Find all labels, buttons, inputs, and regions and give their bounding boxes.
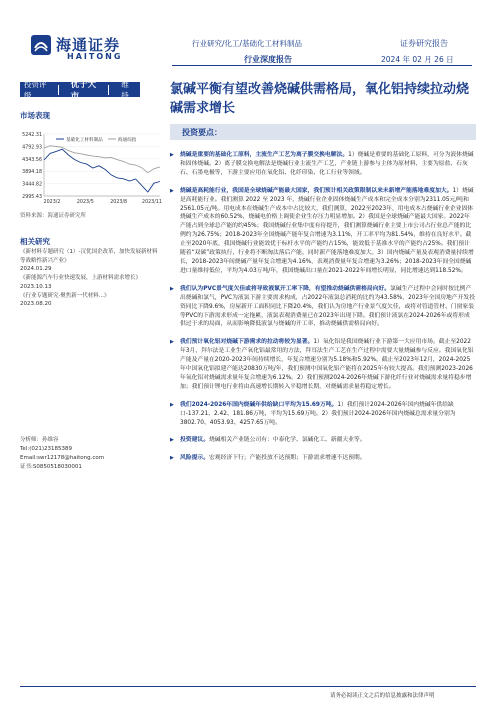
report-header xyxy=(0,0,500,78)
footer-divider xyxy=(20,686,476,687)
key-point-lead: 烧碱是重要的基础化工原料，主流生产工艺为离子膜交换电解法。 xyxy=(180,152,349,158)
y-tick-label: 5242.31 xyxy=(22,133,42,138)
related-item[interactable]: 《新材料专题研究（1）-汉优国企改革，加快发展新材料等战略性新兴产业》 xyxy=(20,249,158,264)
key-point-lead: 我们预计氧化铝对烧碱下游需求的拉动将较为显著。 xyxy=(180,339,314,346)
y-tick-label: 2995.43 xyxy=(22,195,42,200)
rating-action: 维持 xyxy=(121,79,129,100)
key-point xyxy=(170,187,475,276)
key-point xyxy=(170,401,475,428)
analyst-line: Email:swr12178@haitong.com xyxy=(20,454,105,461)
key-point-body: 1）烧碱是重要的基础化工原料，可分为液体烧碱和固体烧碱。2）离子膜交换电解法是烧碱行业主流生产工艺，产业链上游参与主体为原材料，主要为原盐、石灰石、石墨电极等，下游主要应用在氧化铝、化纤印染、化工行业等领域。 xyxy=(180,152,474,176)
key-point xyxy=(170,454,475,463)
key-point-lead: 风险提示。 xyxy=(180,455,209,462)
related-item-date: 2024.01.29 xyxy=(20,266,52,273)
key-point-body: 1）氧化铝是我国烧碱行业下游第一大应用市场。截止至2022年3月，拜尔法是工业生产氧化铝最常用的方法，拜耳法生产工艺在生产过程中需要大量烧碱参与反应。我国氧化铝产能及产量在2020-2023年间持续增长，年复合增速分别为5.18%和5.92%。截止至2023年12月，2024-2025年中国氧化铝拟建产能达20830万吨/年，我们预测中国氧化铝产能将在2025年有较大提高。我们预测2023-2026年氧化铝对烧碱需求量年复合增速为6.12%。2）我们预测2024-2026年烧碱下游化纤行业对烧碱需求量将稳步增加；我们预计锂电行业将由高速增长期转入平稳增长期，对烧碱需求量将稳定增长。 xyxy=(180,339,474,390)
header-divider xyxy=(172,65,472,66)
rating-separator xyxy=(58,85,67,95)
series-line-industry xyxy=(44,149,160,192)
rating-label: 投资评级 xyxy=(24,79,47,100)
x-tick-label: 2023/11 xyxy=(142,200,162,205)
key-point xyxy=(170,436,475,445)
related-item[interactable]: 《行业专题研究·聚焦新一代材料...》 xyxy=(20,292,110,299)
key-points-list xyxy=(170,151,475,472)
x-tick-label: 2023/2 xyxy=(43,200,61,205)
related-item-date: 2023.10.13 xyxy=(20,283,52,290)
rating-value: 优于大市 xyxy=(70,79,97,102)
related-research-list xyxy=(20,248,162,309)
key-point-lead: 烧碱是高耗能行业，我国是全球烧碱产能最大国家，我们预计相关政策限制以来未新增产能落地难度加大。 xyxy=(180,187,453,194)
x-tick-label: 2023/5 xyxy=(76,200,94,205)
key-point-lead: 我们2024-2026年国内烧碱年供给缺口平均为15.69万吨。 xyxy=(180,401,338,408)
related-item[interactable]: 《新能源汽车行业快速发展，上游材料需求增长》 xyxy=(20,275,142,282)
analyst-line: Tel:(021)23185389 xyxy=(20,445,72,452)
key-point-body: 宏观经济下行；产能投放不达预期；下游需求增速不达预期。 xyxy=(209,455,366,462)
key-point-body: 烧碱相关产业链公司有：中泰化学、氯碱化工、新疆天业等。 xyxy=(209,437,366,444)
y-tick-label: 3894.18 xyxy=(22,170,42,176)
key-point xyxy=(170,338,475,391)
key-point xyxy=(170,285,475,330)
market-performance-title: 市场表现 xyxy=(20,111,50,120)
key-point-body: 1）烧碱是高耗能行业。我们测算 2022 至 2023 年，烧碱行业企业固体烧碱生产成本和完全成本分别为2311.05元/吨和2561.05元/吨。用电成本在烧碱生产成本中占比较大，我们测算，2022至2023年，用电成本占烧碱行业企业固体烧碱生产成本的60.52%，烧碱电价格上调使企业生存压力明显增加。2）我国是全球烧碱产能最大国家。2022年产能占到全球总产能的约45%；我国烧碱行业集中度有待提升，我们测算烧碱行业主要上市公司占行业总产能的比例约为26.75%；2018-2023年全国烧碱产能年复合增速为3.11%，开工率平均为81.54%，维持在良好水平。截止至2020年底，我国烧碱行业能效优于标杆水平的产能约占15%，能效低于基准水平的产能约占25%。我们预计随着“双碳”政策执行，行业将不断淘汰落后产能，同时新产能落地难度加大。3）国内烧碱产量及表观消费量持续增长，2018-2023年间烧碱产量年复合增速为4.16%，表观消费量年复合增速为3.26%；2018-2023年间全国烧碱进口量维持低位，平均为4.03万吨/年，我国烧碱出口量在2021-2022年间增长明显，同比增速达到118.52%。 xyxy=(180,187,474,274)
y-tick-label: 4343.56 xyxy=(22,157,42,163)
key-point-lead: 我们认为PVC景气度欠佳或将导致液氯开工率下降，有望推动烧碱供需格局向好。 xyxy=(180,285,391,292)
y-tick-label: 4792.93 xyxy=(22,145,42,151)
key-points-box xyxy=(170,124,476,140)
y-tick-label: 3444.82 xyxy=(22,182,42,188)
brand-name-cn: 海通证券 xyxy=(56,36,121,54)
key-point-body: 氯碱生产过程中会同时按比例产出烧碱和氯气，PVC为液氯下游主要需求构成，占2022年液氯总消耗的比约为43.58%，2023年全国房地产开发投资同比下降9.6%，房屋新开工面积同比下降20.4%，我们认为房地产行业景气度欠佳，或将对管道管材、门窗家装等PVC的下游需求形成一定拖累，液氯表观消费量已在2023年出现下降。我们预计液氯在2024-2026年或将形成供过于求的局面，从而影响降低液氯与烧碱的开工率，推动烧碱供需格局向好。 xyxy=(180,285,475,328)
industry-category: 行业研究/化工/基础化工材料制品 xyxy=(192,39,303,48)
footer-disclaimer: 请务必阅读正文之后的信息披露和法律声明 xyxy=(330,693,435,699)
analyst-line: 分析师：孙维容 xyxy=(20,437,59,443)
report-type: 行业深度报告 xyxy=(244,55,292,64)
analyst-info xyxy=(20,436,104,472)
analyst-line: 证书:S0850518030001 xyxy=(20,463,82,470)
rating-separator xyxy=(108,85,117,95)
key-points-title: 投资要点： xyxy=(182,128,222,137)
key-point-body: 1）我们预计2024-2026年国内烧碱年供给缺口-137.21、2.42、181.86万吨，平均为15.69万吨。2）我们预计2024-2026年国内烧碱总需求量分别为3802.70、4053.93、4257.65万吨。 xyxy=(180,401,456,426)
investment-rating xyxy=(20,79,140,102)
report-label: 证券研究报告 xyxy=(400,39,448,48)
legend-label: 基础化工材料制品 xyxy=(66,138,103,143)
market-performance-chart xyxy=(20,128,165,208)
legend-label: 海通综指 xyxy=(118,138,137,143)
related-item-date: 2023.08.20 xyxy=(20,301,52,308)
haitong-logo-icon xyxy=(30,34,52,56)
x-tick-label: 2023/8 xyxy=(110,200,128,205)
key-point-lead: 投资建议。 xyxy=(180,437,209,444)
related-research-title: 相关研究 xyxy=(20,237,50,246)
report-date: 2024 年 02 月 26 日 xyxy=(381,55,454,64)
brand-name-en: HAITONG xyxy=(67,52,123,61)
chart-source: 资料来源：海通证券研究所 xyxy=(20,213,87,219)
key-point xyxy=(170,151,475,178)
report-title: 氯碱平衡有望改善烧碱供需格局，氧化铝持续拉动烧碱需求增长 xyxy=(170,82,470,116)
